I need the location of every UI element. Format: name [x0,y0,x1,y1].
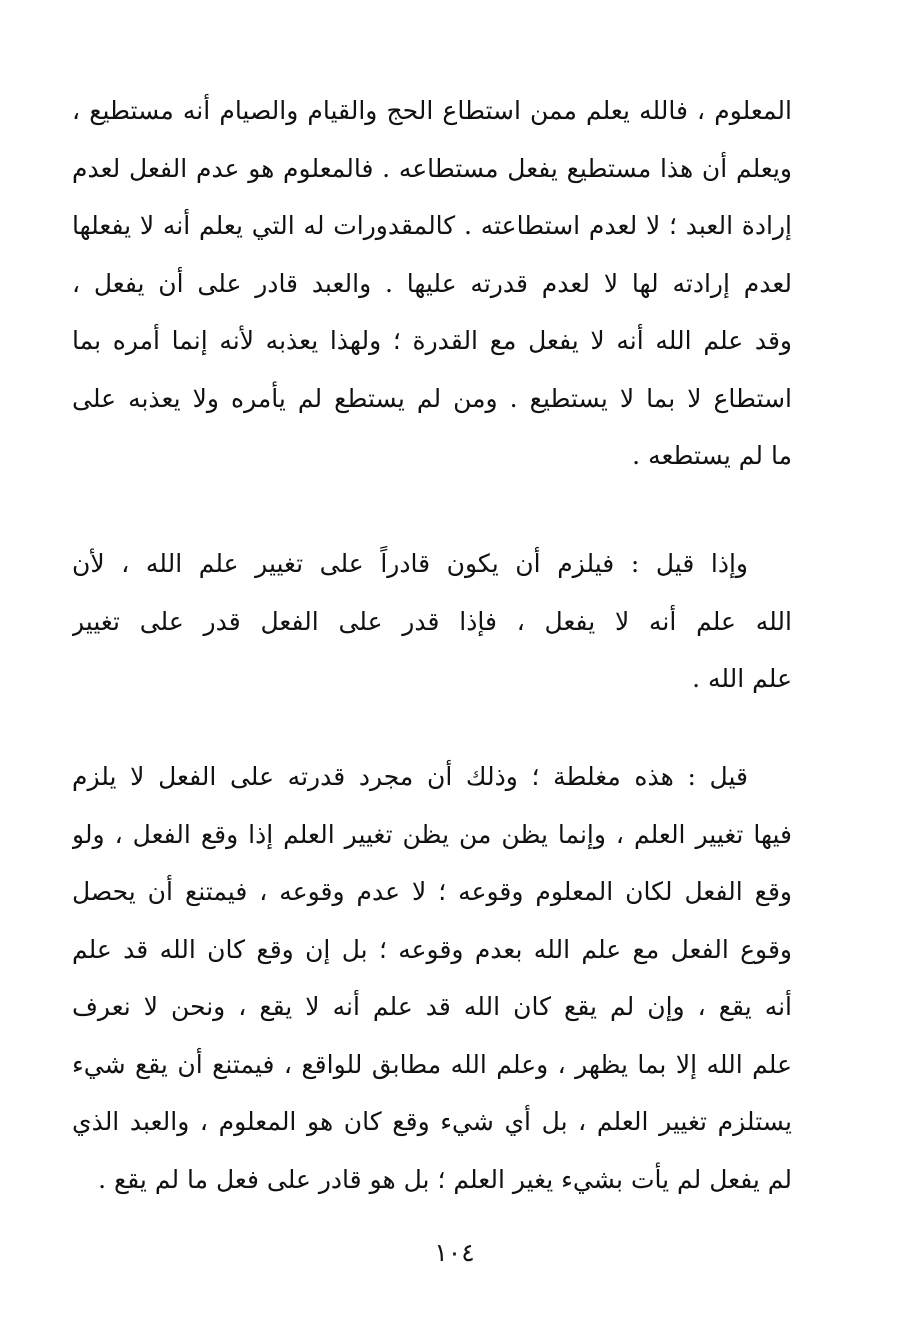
text-line: وقوع الفعل مع علم الله بعدم وقوعه ؛ بل إن وقع كان الله قد علم [72,934,792,964]
text-line: علم الله إلا بما يظهر ، وعلم الله مطابق للواقع ، فيمتنع أن يقع شيء [72,1049,792,1079]
text-line: وقع الفعل لكان المعلوم وقوعه ؛ لا عدم وقوعه ، فيمتنع أن يحصل [72,877,792,906]
text-line: ما لم يستطعه . [632,441,792,470]
page-number: ١٠٤ [434,1238,475,1267]
text-line: الله علم أنه لا يفعل ، فإذا قدر على الفعل قدر على تغيير [72,606,792,636]
text-line: إرادة العبد ؛ لا لعدم استطاعته . كالمقدورات له التي يعلم أنه لا يفعلها [72,211,792,240]
text-line: أنه يقع ، وإن لم يقع كان الله قد علم أنه لا يقع ، ونحن لا نعرف [72,992,792,1021]
text-line: ويعلم أن هذا مستطيع يفعل مستطاعه . فالمعلوم هو عدم الفعل لعدم [72,153,792,183]
text-line: استطاع لا بما لا يستطيع . ومن لم يستطع لم يأمره ولا يعذبه على [72,383,792,413]
paragraph-3 [72,748,792,1208]
text-line: لعدم إرادته لها لا لعدم قدرته عليها . والعبد قادر على أن يفعل ، [72,268,792,298]
text-line: المعلوم ، فالله يعلم ممن استطاع الحج والقيام والصيام أنه مستطيع ، [72,96,792,125]
text-line: يستلزم تغيير العلم ، بل أي شيء وقع كان هو المعلوم ، والعبد الذي [72,1107,792,1136]
text-line: وإذا قيل : فيلزم أن يكون قادراً على تغيير علم الله ، لأن [72,549,748,578]
text-line: لم يفعل لم يأت بشيء يغير العلم ؛ بل هو قادر على فعل ما لم يقع . [98,1164,792,1194]
text-line: علم الله . [692,664,792,693]
paragraph-2 [72,535,792,708]
text-line: فيها تغيير العلم ، وإنما يظن من يظن تغيير العلم إذا وقع الفعل ، ولو [72,819,792,849]
paragraph-1 [72,82,792,485]
text-line: قيل : هذه مغلطة ؛ وذلك أن مجرد قدرته على الفعل لا يلزم [72,762,748,791]
text-line: وقد علم الله أنه لا يفعل مع القدرة ؛ ولهذا يعذبه لأنه إنما أمره بما [72,326,792,355]
